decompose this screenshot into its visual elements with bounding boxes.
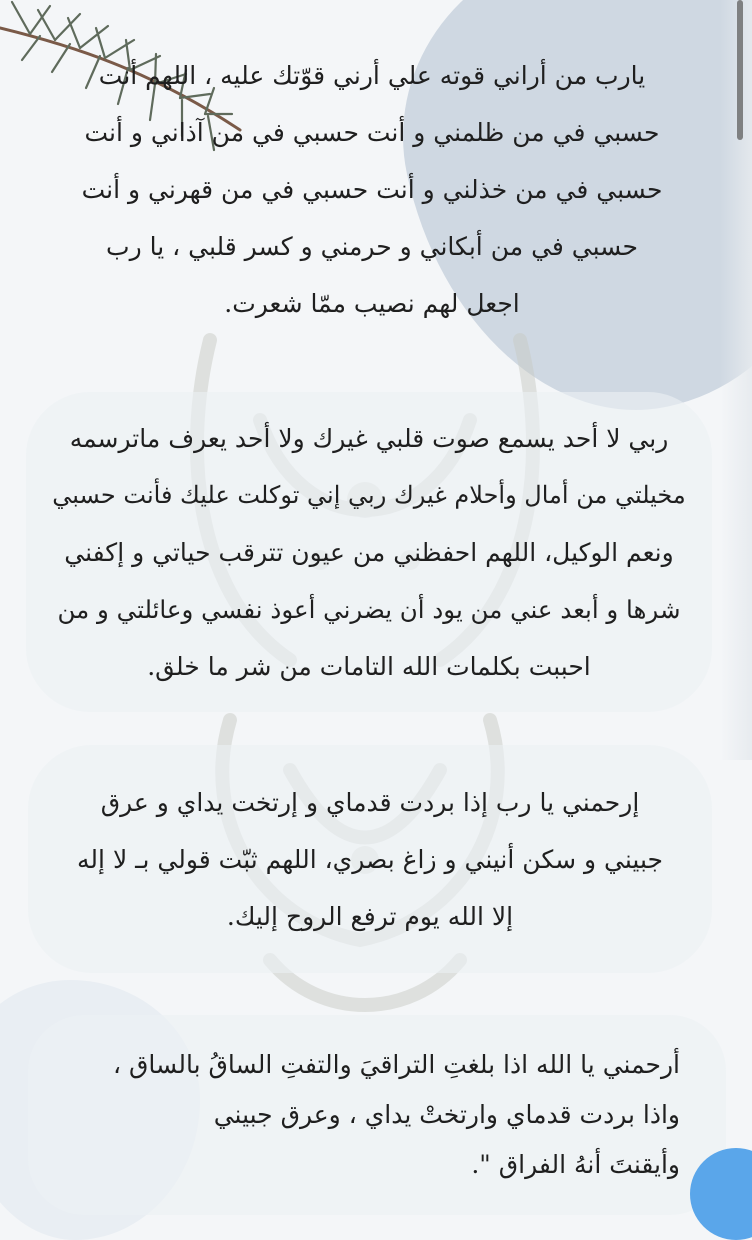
card-3-line-1: إرحمني يا رب إذا بردت قدماي و إرتخت يداي و عرق [100, 787, 640, 817]
card-2-line-2: مخيلتي من أمال وأحلام غيرك ربي إني توكلت عليك فأنت حسبي [52, 480, 686, 509]
card-1-line-2: حسبي في من ظلمني و أنت حسبي في من آذاني و أنت [84, 117, 660, 147]
card-1-line-4: حسبي في من أبكاني و حرمني و كسر قلبي ، يا رب [106, 231, 638, 261]
prayer-card-2 [26, 392, 712, 712]
card-3-line-2: جبيني و سكن أنيني و زاغ بصري، اللهم ثبّت قولي بـ لا إله [77, 844, 663, 874]
card-4-line-3: وأيقنتَ أنهُ الفراق ". [471, 1150, 680, 1179]
prayer-card-3 [28, 745, 712, 973]
card-1-line-5: اجعل لهم نصيب ممّا شعرت. [224, 288, 520, 318]
card-2-line-3: ونعم الوكيل، اللهم احفظني من عيون تترقب حياتي و إكفني [64, 537, 674, 567]
prayer-card-1 [32, 44, 712, 334]
right-edge-strip [720, 0, 752, 760]
card-2-line-1: ربي لا أحد يسمع صوت قلبي غيرك ولا أحد يعرف ماترسمه [69, 423, 669, 453]
card-4-line-2: واذا بردت قدماي وارتختْ يداي ، وعرق جبيني [213, 1100, 680, 1129]
card-1-line-1: يارب من أراني قوته علي أرني قوّتك عليه ، اللهم أنت [98, 60, 646, 90]
card-2-line-4: شرها و أبعد عني من يود أن يضرني أعوذ نفسي وعائلتي و من [57, 594, 681, 624]
card-2-line-5: احببت بكلمات الله التامات من شر ما خلق. [147, 651, 591, 681]
prayer-card-4 [28, 1015, 726, 1215]
card-1-line-3: حسبي في من خذلني و أنت حسبي في من قهرني و أنت [81, 174, 663, 204]
scrollbar-thumb[interactable] [737, 0, 743, 140]
card-4-line-1: أرحمني يا الله اذا بلغتِ التراقيَ والتفتِ الساقُ بالساق ، [113, 1050, 680, 1079]
card-3-line-3: إلا الله يوم ترفع الروح إليك. [226, 901, 514, 931]
